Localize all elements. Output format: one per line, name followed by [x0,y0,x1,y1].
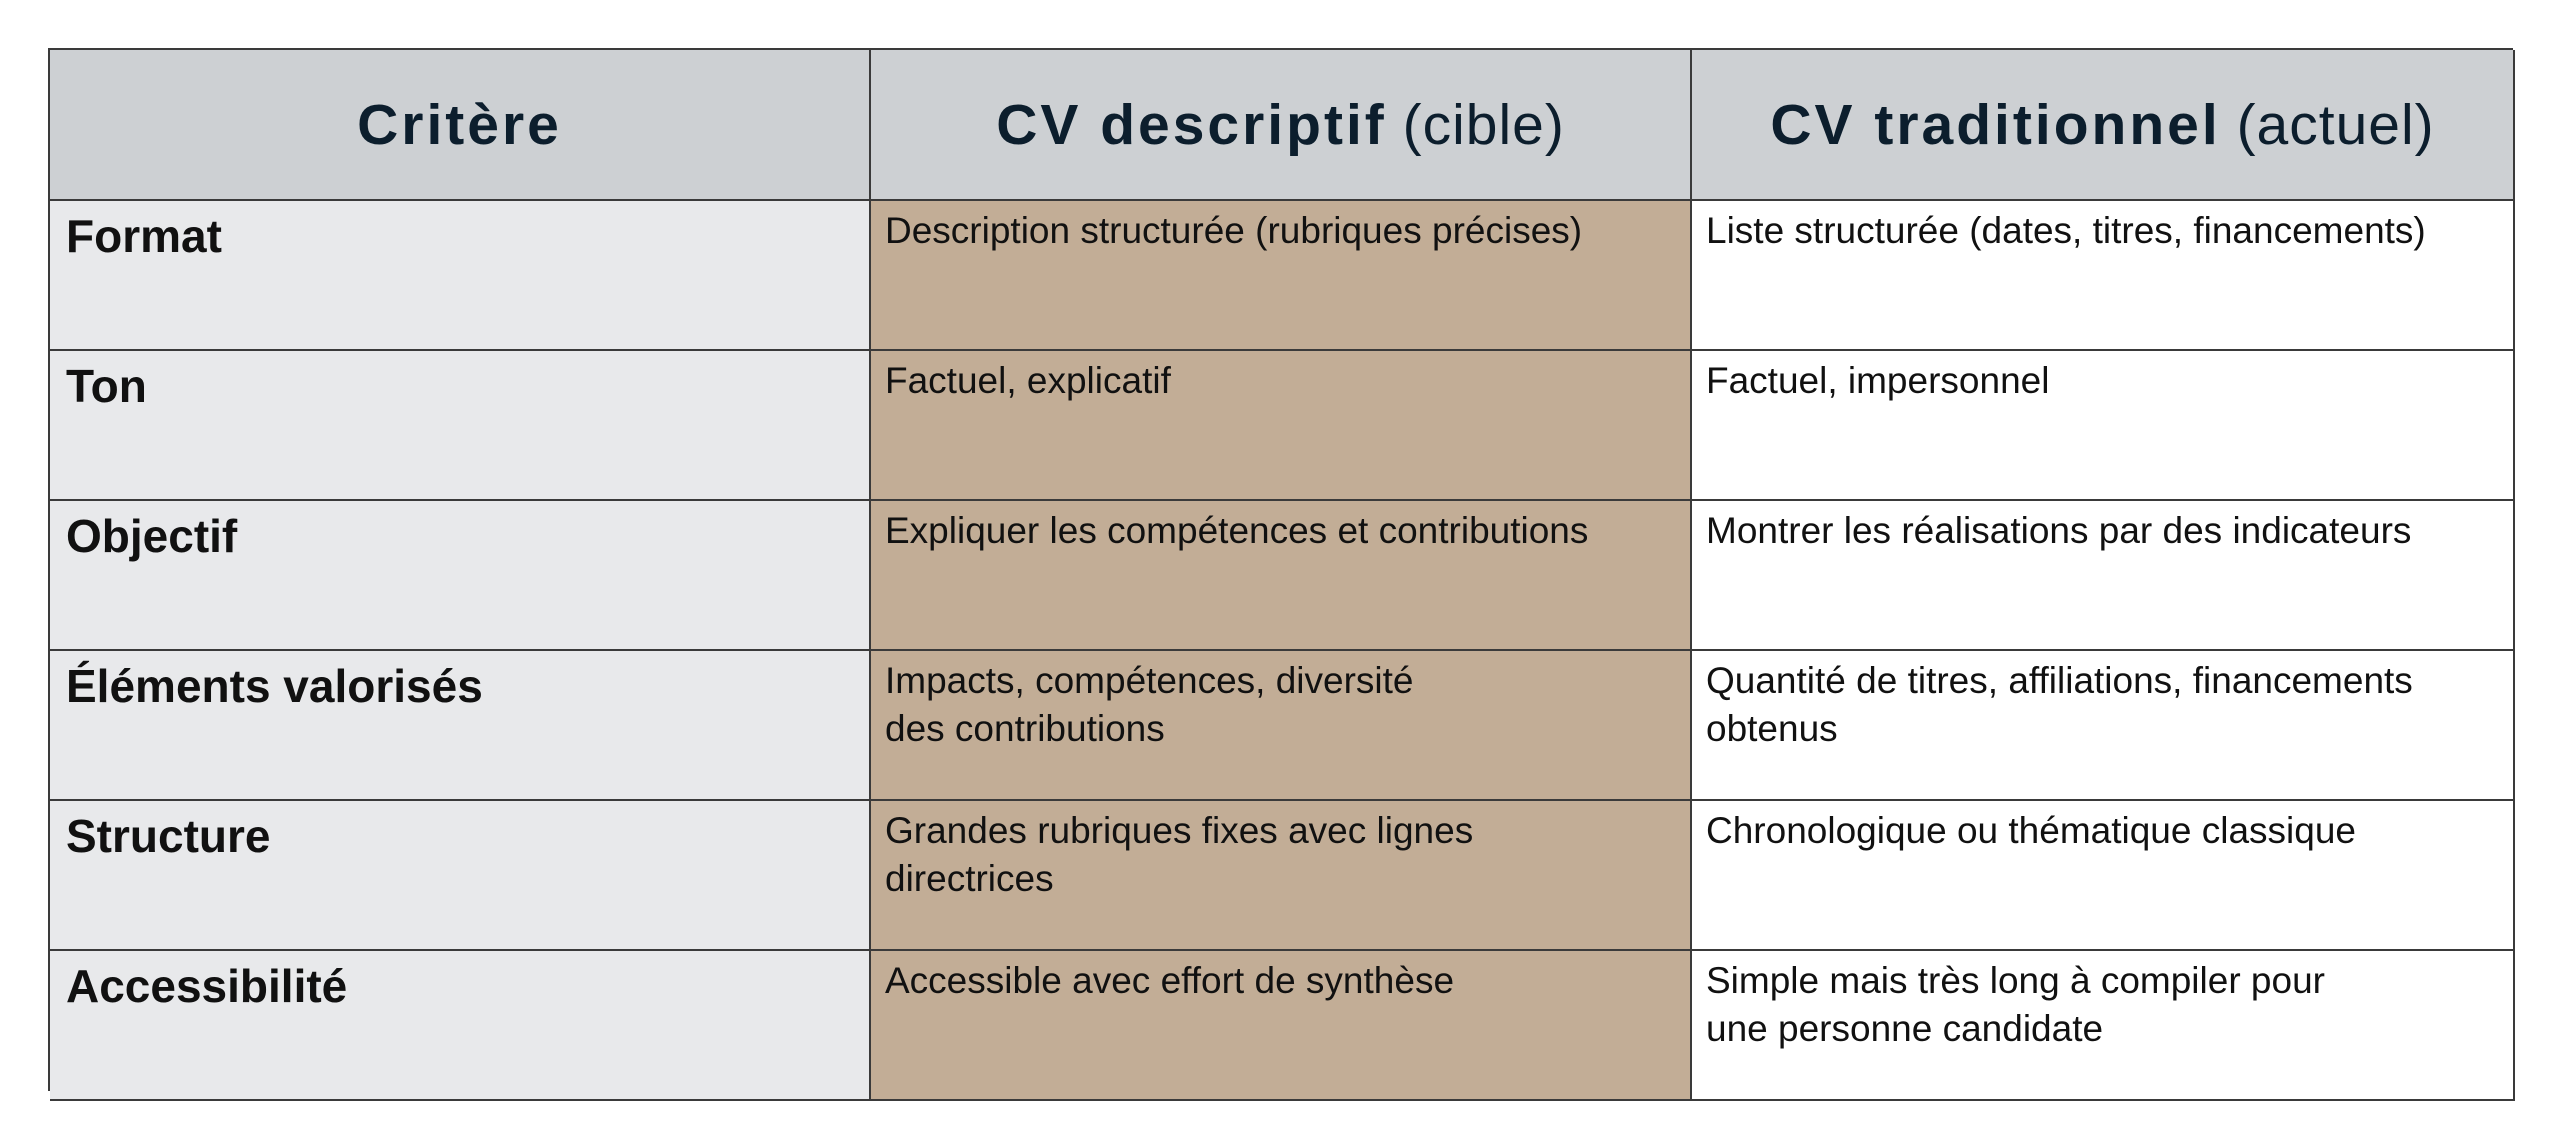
row-criterion-cell [50,201,871,351]
cell-text: une personne candidate [1706,1008,2104,1049]
traditional-cell [1692,501,2515,651]
descriptive-cell [871,951,1692,1101]
cell-text: directrices [885,858,1054,899]
row-criterion-cell [50,651,871,801]
cell-text: Grandes rubriques fixes avec lignes [885,810,1474,851]
criterion-label: Structure [66,810,271,862]
criterion-label: Objectif [66,510,238,562]
header-traditional-label: CV traditionnel [1770,92,2221,157]
cell-text: Montrer les réalisations par des indicateurs [1706,510,2412,551]
traditional-cell [1692,951,2515,1101]
cell-text: Expliquer les compétences et contributions [885,510,1589,551]
header-descriptive-label: CV descriptif [996,92,1387,157]
cell-text: Simple mais très long à compiler pour [1706,960,2325,1001]
cell-text: obtenus [1706,708,1838,749]
criterion-label: Ton [66,360,147,412]
traditional-cell [1692,651,2515,801]
traditional-cell [1692,351,2515,501]
header-criterion [50,50,871,201]
row-criterion-cell [50,951,871,1101]
cell-text: Chronologique ou thématique classique [1706,810,2356,851]
row-criterion-cell [50,351,871,501]
cell-text: Accessible avec effort de synthèse [885,960,1455,1001]
descriptive-cell [871,801,1692,951]
descriptive-cell [871,651,1692,801]
traditional-cell [1692,801,2515,951]
descriptive-cell [871,201,1692,351]
header-traditional-note: (actuel) [2236,92,2435,157]
descriptive-cell [871,351,1692,501]
header-descriptive-note: (cible) [1402,92,1565,157]
cell-text: Liste structurée (dates, titres, financements) [1706,210,2426,251]
cell-text: Quantité de titres, affiliations, financements [1706,660,2413,701]
criterion-label: Éléments valorisés [66,660,483,712]
header-descriptive-cv [871,50,1692,201]
cell-text: Impacts, compétences, diversité [885,660,1414,701]
cell-text: Description structurée (rubriques précises) [885,210,1583,251]
cell-text: des contributions [885,708,1165,749]
descriptive-cell [871,501,1692,651]
criterion-label: Format [66,210,222,262]
traditional-cell [1692,201,2515,351]
header-traditional-cv [1692,50,2515,201]
row-criterion-cell [50,501,871,651]
criterion-label: Accessibilité [66,960,348,1012]
row-criterion-cell [50,801,871,951]
header-criterion-label: Critère [357,92,562,157]
cell-text: Factuel, explicatif [885,360,1171,401]
comparison-table [48,48,2513,1091]
cell-text: Factuel, impersonnel [1706,360,2050,401]
